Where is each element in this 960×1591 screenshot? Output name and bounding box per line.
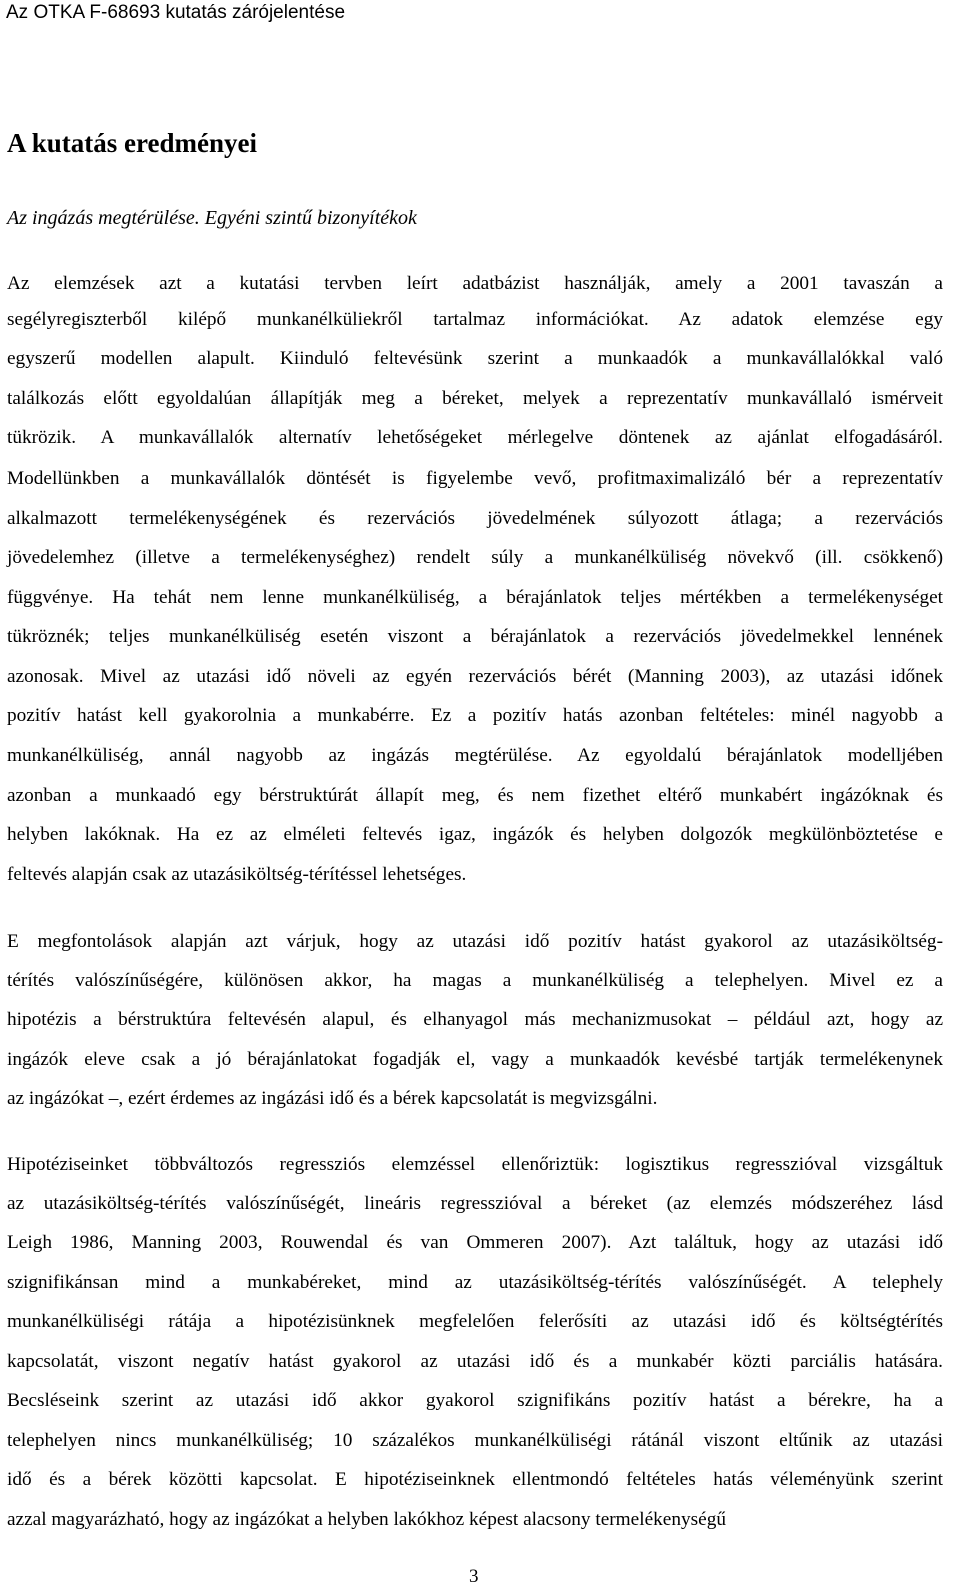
- text-line: telephelyen nincs munkanélküliség; 10 százalékos munkanélküliségi rátánál viszont eltűnik az utazási: [7, 1430, 943, 1451]
- text-line: az utazásiköltség-térítés valószínűségét, lineáris regresszióval a béreket (az elemzés módszeréhez lásd: [7, 1193, 943, 1214]
- text-line: térítés valószínűségére, különösen akkor, ha magas a munkanélküliség a telephelyen. Mivel ez a: [7, 970, 943, 991]
- running-header: Az OTKA F-68693 kutatás zárójelentése: [6, 2, 346, 23]
- text-line: szignifikánsan mind a munkabéreket, mind az utazásiköltség-térítés valószínűségét. A telephely: [7, 1272, 943, 1293]
- text-line: találkozás előtt egyoldalúan állapítják meg a béreket, melyek a reprezentatív munkavállaló ismérveit: [7, 388, 943, 409]
- text-line: tükrözik. A munkavállalók alternatív lehetőségeket mérlegelve döntenek az ajánlat elfogadásáról.: [7, 427, 943, 448]
- text-line: E megfontolások alapján azt várjuk, hogy az utazási idő pozitív hatást gyakorol az utazásiköltség-: [7, 931, 943, 952]
- text-line: ingázók eleve csak a jó bérajánlatokat fogadják el, vagy a munkaadók kevésbé tartják termelékenynek: [7, 1049, 943, 1070]
- text-line: hipotézis a bérstruktúra feltevésén alapul, és elhanyagol más mechanizmusokat – például azt, hogy az: [7, 1009, 943, 1030]
- text-line: idő és a bérek közötti kapcsolat. E hipotéziseinknek ellentmondó feltételes hatás véleményünk szerint: [7, 1469, 943, 1490]
- text-line: egyszerű modellen alapult. Kiinduló feltevésünk szerint a munkaadók a munkavállalókkal való: [7, 348, 943, 369]
- page-number: 3: [469, 1566, 479, 1587]
- text-line: segélyregiszterből kilépő munkanélküliekről tartalmaz információkat. Az adatok elemzése egy: [7, 309, 943, 330]
- text-line: jövedelemhez (illetve a termelékenységhez) rendelt súly a munkanélküliség növekvő (ill. csökkenő): [7, 547, 943, 568]
- text-line: azonosak. Mivel az utazási idő növeli az egyén rezervációs bérét (Manning 2003), az utazási időnek: [7, 666, 943, 687]
- text-line: tükröznék; teljes munkanélküliség esetén viszont a bérajánlatok a rezervációs jövedelmekkel lennének: [7, 626, 943, 647]
- section-title: A kutatás eredményei: [7, 128, 257, 158]
- text-line: Becsléseink szerint az utazási idő akkor gyakorol szignifikáns pozitív hatást a bérekre, ha a: [7, 1390, 943, 1411]
- text-line: függvénye. Ha tehát nem lenne munkanélküliség, a bérajánlatok teljes mértékben a termelékenységet: [7, 587, 943, 608]
- text-line: az ingázókat –, ezért érdemes az ingázási idő és a bérek kapcsolatát is megvizsgálni.: [7, 1088, 658, 1109]
- text-line: munkanélküliségi rátája a hipotézisünknek megfelelően felerősíti az utazási idő és költségtérítés: [7, 1311, 943, 1332]
- text-line: kapcsolatát, viszont negatív hatást gyakorol az utazási idő és a munkabér közti parciális hatására.: [7, 1351, 943, 1372]
- text-line: Hipotéziseinket többváltozós regressziós elemzéssel ellenőriztük: logisztikus regresszióval vizsgáltuk: [7, 1154, 943, 1175]
- text-line: Az elemzések azt a kutatási tervben leírt adatbázist használják, amely a 2001 tavaszán a: [7, 273, 943, 294]
- text-line: pozitív hatást kell gyakorolnia a munkabérre. Ez a pozitív hatás azonban feltételes: minél nagyobb a: [7, 705, 943, 726]
- text-line: Leigh 1986, Manning 2003, Rouwendal és van Ommeren 2007). Azt találtuk, hogy az utazási idő: [7, 1232, 943, 1253]
- text-line: Modellünkben a munkavállalók döntését is figyelembe vevő, profitmaximalizáló bér a reprezentatív: [7, 468, 943, 489]
- text-line: munkanélküliség, annál nagyobb az ingázás megtérülése. Az egyoldalú bérajánlatok modelljében: [7, 745, 943, 766]
- text-line: azonban a munkaadó egy bérstruktúrát állapít meg, és nem fizethet eltérő munkabért ingázóknak és: [7, 785, 943, 806]
- text-line: helyben lakóknak. Ha ez az elméleti feltevés igaz, ingázók és helyben dolgozók megkülönböztetése e: [7, 824, 943, 845]
- text-line: azzal magyarázható, hogy az ingázókat a helyben lakókhoz képest alacsony termelékenységű: [7, 1509, 726, 1530]
- text-line: feltevés alapján csak az utazásiköltség-térítéssel lehetséges.: [7, 864, 467, 885]
- subsection-title: Az ingázás megtérülése. Egyéni szintű bizonyítékok: [7, 207, 417, 229]
- text-line: alkalmazott termelékenységének és rezervációs jövedelmének súlyozott átlaga; a rezervációs: [7, 508, 943, 529]
